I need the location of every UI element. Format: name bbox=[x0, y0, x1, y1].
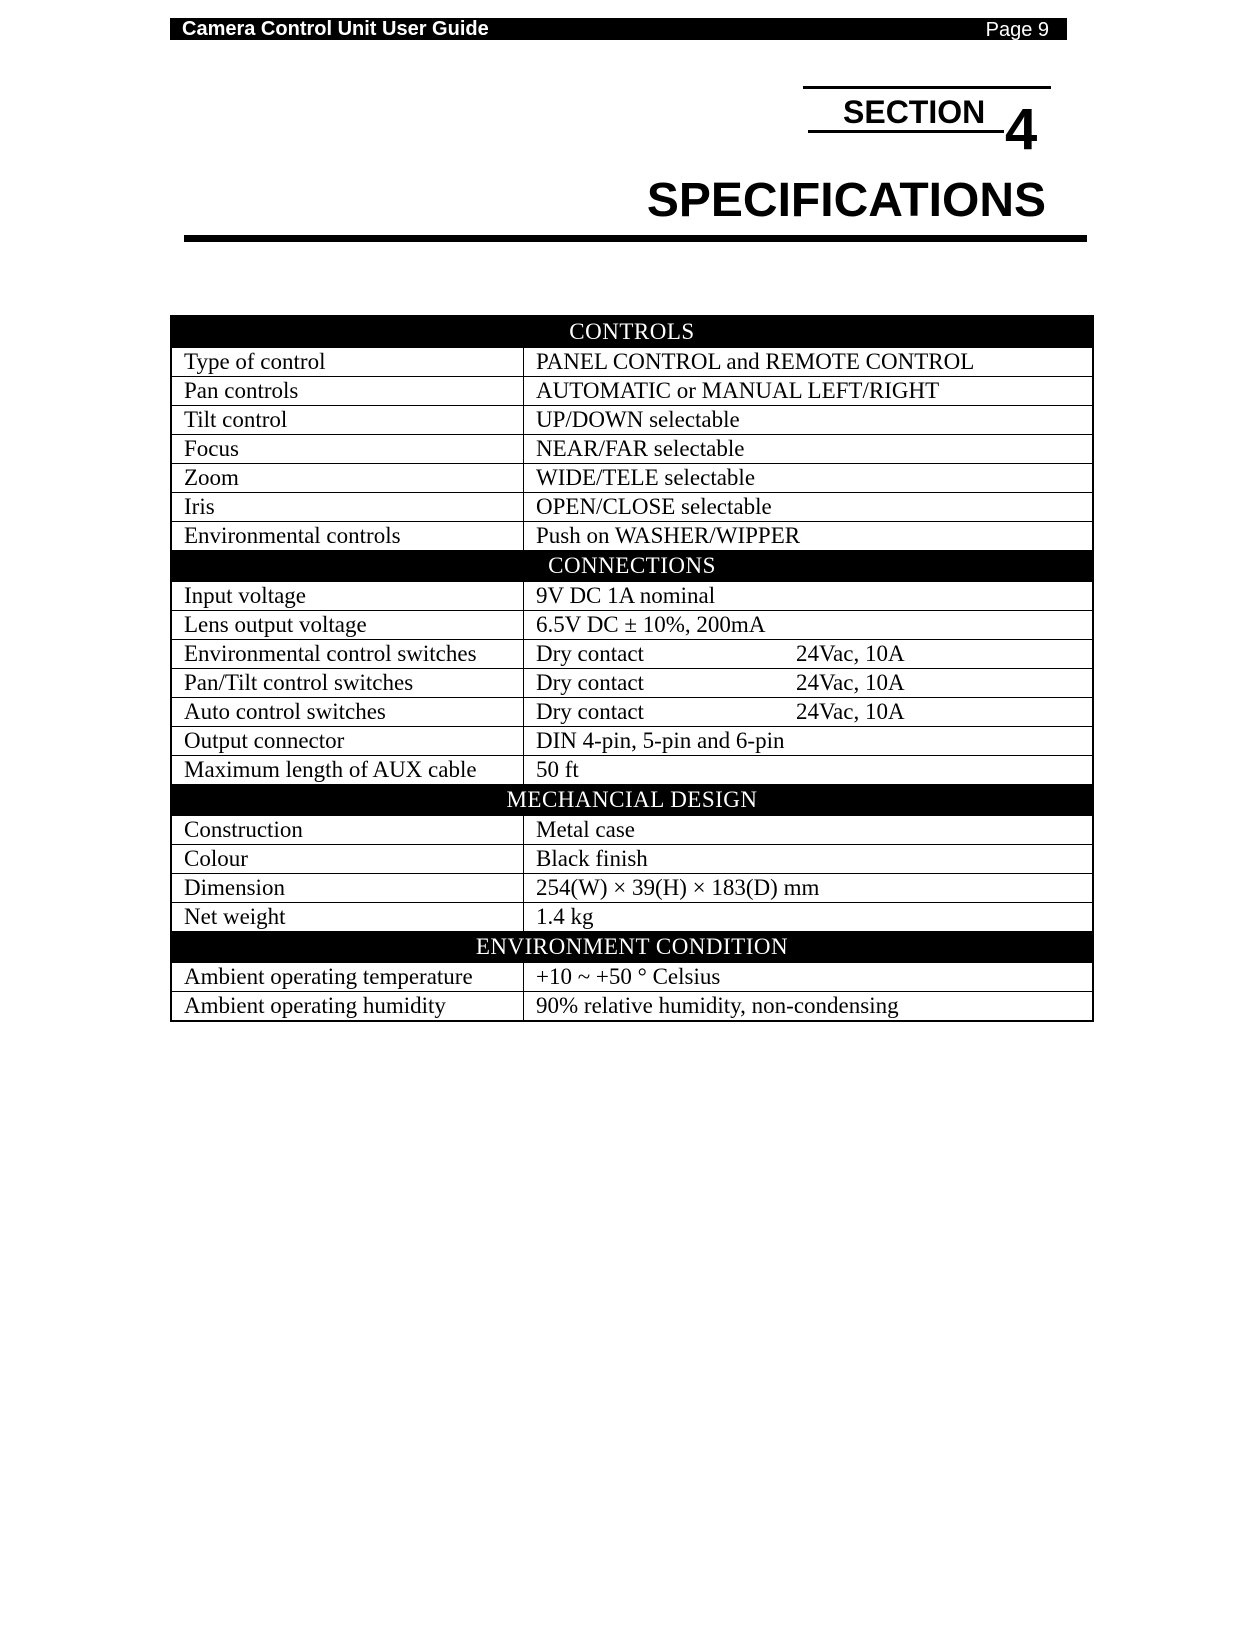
section-heading: MECHANCIAL DESIGN bbox=[171, 785, 1093, 816]
spec-value: Dry contact bbox=[536, 641, 644, 666]
spec-value: UP/DOWN selectable bbox=[524, 406, 1094, 435]
spec-value: DIN 4-pin, 5-pin and 6-pin bbox=[524, 727, 1094, 756]
table-row bbox=[171, 963, 1093, 992]
table-row bbox=[171, 669, 1093, 698]
table-row bbox=[171, 874, 1093, 903]
spec-label: Ambient operating temperature bbox=[171, 963, 524, 992]
table-row bbox=[171, 348, 1093, 377]
spec-value: 1.4 kg bbox=[524, 903, 1094, 932]
page-title: SPECIFICATIONS bbox=[646, 174, 1046, 227]
spec-value: Black finish bbox=[524, 845, 1094, 874]
spec-value-cell bbox=[524, 698, 1094, 727]
section-heading: ENVIRONMENT CONDITION bbox=[171, 932, 1093, 963]
table-row bbox=[171, 845, 1093, 874]
spec-label: Colour bbox=[171, 845, 524, 874]
spec-rating: 24Vac, 10A bbox=[796, 641, 905, 666]
title-rule bbox=[184, 235, 1087, 242]
spec-rating: 24Vac, 10A bbox=[796, 699, 905, 724]
document-title: Camera Control Unit User Guide bbox=[182, 18, 489, 40]
spec-value: +10 ~ +50 ° Celsius bbox=[524, 963, 1094, 992]
section-label: SECTION bbox=[843, 94, 986, 130]
spec-label: Ambient operating humidity bbox=[171, 992, 524, 1022]
specifications-table bbox=[170, 315, 1094, 1022]
spec-label: Net weight bbox=[171, 903, 524, 932]
spec-value: PANEL CONTROL and REMOTE CONTROL bbox=[524, 348, 1094, 377]
table-row bbox=[171, 727, 1093, 756]
section-underline bbox=[808, 130, 1004, 133]
section-heading: CONNECTIONS bbox=[171, 551, 1093, 582]
page-header bbox=[170, 18, 1067, 40]
spec-label: Focus bbox=[171, 435, 524, 464]
section-number: 4 bbox=[1005, 97, 1038, 162]
spec-label: Pan controls bbox=[171, 377, 524, 406]
spec-label: Iris bbox=[171, 493, 524, 522]
table-row bbox=[171, 992, 1093, 1022]
section-row-mechanical bbox=[171, 785, 1093, 816]
spec-value: 6.5V DC ± 10%, 200mA bbox=[524, 611, 1094, 640]
spec-value: Metal case bbox=[524, 816, 1094, 845]
spec-label: Construction bbox=[171, 816, 524, 845]
table-row bbox=[171, 582, 1093, 611]
table-row bbox=[171, 816, 1093, 845]
spec-value-cell bbox=[524, 669, 1094, 698]
spec-value: 9V DC 1A nominal bbox=[524, 582, 1094, 611]
table-row bbox=[171, 611, 1093, 640]
spec-value: 50 ft bbox=[524, 756, 1094, 785]
table-row bbox=[171, 522, 1093, 551]
section-row-controls bbox=[171, 316, 1093, 348]
spec-value: 90% relative humidity, non-condensing bbox=[524, 992, 1094, 1022]
spec-rating: 24Vac, 10A bbox=[796, 670, 905, 695]
spec-value: 254(W) × 39(H) × 183(D) mm bbox=[524, 874, 1094, 903]
table-row bbox=[171, 406, 1093, 435]
spec-label: Output connector bbox=[171, 727, 524, 756]
spec-label: Lens output voltage bbox=[171, 611, 524, 640]
table-row bbox=[171, 493, 1093, 522]
table-row bbox=[171, 756, 1093, 785]
page-number: Page 9 bbox=[985, 19, 1049, 41]
table-row bbox=[171, 464, 1093, 493]
spec-value: Push on WASHER/WIPPER bbox=[524, 522, 1094, 551]
table-row bbox=[171, 377, 1093, 406]
spec-label: Input voltage bbox=[171, 582, 524, 611]
section-row-connections bbox=[171, 551, 1093, 582]
spec-value: WIDE/TELE selectable bbox=[524, 464, 1094, 493]
spec-label: Environmental control switches bbox=[171, 640, 524, 669]
table-row bbox=[171, 903, 1093, 932]
table-row bbox=[171, 640, 1093, 669]
spec-label: Tilt control bbox=[171, 406, 524, 435]
spec-label: Maximum length of AUX cable bbox=[171, 756, 524, 785]
section-row-environment bbox=[171, 932, 1093, 963]
spec-value: Dry contact bbox=[536, 670, 644, 695]
spec-value-cell bbox=[524, 640, 1094, 669]
spec-label: Type of control bbox=[171, 348, 524, 377]
spec-label: Zoom bbox=[171, 464, 524, 493]
spec-label: Environmental controls bbox=[171, 522, 524, 551]
spec-label: Dimension bbox=[171, 874, 524, 903]
spec-value: AUTOMATIC or MANUAL LEFT/RIGHT bbox=[524, 377, 1094, 406]
table-row bbox=[171, 435, 1093, 464]
section-top-rule bbox=[803, 86, 1051, 89]
table-row bbox=[171, 698, 1093, 727]
spec-value: NEAR/FAR selectable bbox=[524, 435, 1094, 464]
spec-value: Dry contact bbox=[536, 699, 644, 724]
spec-label: Pan/Tilt control switches bbox=[171, 669, 524, 698]
spec-value: OPEN/CLOSE selectable bbox=[524, 493, 1094, 522]
section-heading: CONTROLS bbox=[171, 316, 1093, 348]
spec-label: Auto control switches bbox=[171, 698, 524, 727]
